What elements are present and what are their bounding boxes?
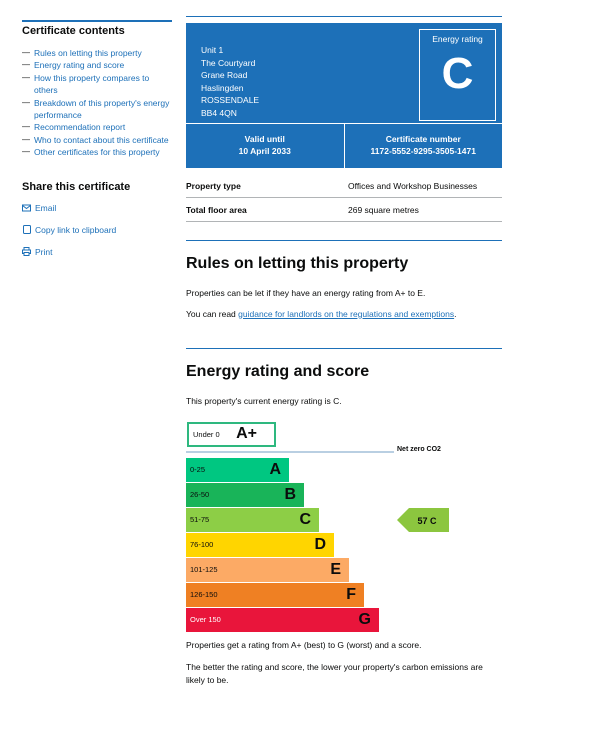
copy-icon <box>22 225 31 234</box>
main-content <box>186 16 502 686</box>
address-line: BB4 4QN <box>201 107 237 118</box>
energy-footer-1: Properties get a rating from A+ (best) to G (worst) and a score. <box>186 639 422 650</box>
address-line: Haslingden <box>201 82 244 93</box>
guidance-link[interactable]: guidance for landlords on the regulations and exemptions <box>238 308 455 319</box>
floor-area-key: Total floor area <box>186 204 247 215</box>
email-icon <box>22 203 31 212</box>
summary-row-floor-area <box>186 198 502 222</box>
guidance-prefix: You can read <box>186 308 239 319</box>
band-e <box>186 558 349 582</box>
print-button[interactable] <box>22 247 172 257</box>
band-g <box>186 608 379 632</box>
band-range: 126-150 <box>190 590 218 599</box>
band-d <box>186 533 334 557</box>
band-range: 26-50 <box>190 490 210 499</box>
band-letter: B <box>284 485 296 503</box>
certificate-number-label: Certificate number <box>385 134 461 144</box>
energy-current-text: This property's current energy rating is C. <box>186 396 342 406</box>
property-type-value: Offices and Workshop Businesses <box>348 180 478 191</box>
sidebar-divider <box>22 20 172 22</box>
energy-footer-2: The better the rating and score, the lower your property's carbon emissions are likely to be. <box>186 662 483 685</box>
band-letter: D <box>314 535 326 553</box>
toc-other-certificates-link[interactable]: — Other certificates for this property <box>22 146 172 158</box>
sidebar-title: Certificate contents <box>22 25 125 37</box>
band-c <box>186 508 319 532</box>
band-aplus-range: Under 0 <box>193 429 220 439</box>
energy-heading: Energy rating and score <box>186 363 370 380</box>
summary-row-property-type <box>186 174 502 198</box>
valid-until-value: 10 April 2033 <box>238 146 291 156</box>
toc-rules-link[interactable]: — Rules on letting this property <box>22 47 172 59</box>
band-b <box>186 483 304 507</box>
band-letter: G <box>358 610 371 628</box>
band-range: 101-125 <box>190 565 218 574</box>
share-title: Share this certificate <box>22 180 131 193</box>
certificate-number-value: 1172-5552-9295-3505-1471 <box>370 146 476 156</box>
toc-comparison-link[interactable]: — How this property compares to others <box>22 72 172 97</box>
property-type-key: Property type <box>186 180 241 191</box>
rules-divider <box>186 240 502 241</box>
band-letter: A <box>269 460 281 478</box>
certificate-number <box>344 124 503 168</box>
rules-para: Properties can be let if they have an energy rating from A+ to E. <box>186 288 426 298</box>
energy-divider <box>186 348 502 349</box>
top-divider <box>186 16 502 17</box>
property-address <box>201 44 259 119</box>
band-aplus-letter: A+ <box>236 424 257 442</box>
energy-rating-box <box>419 29 496 121</box>
band-letter: C <box>299 510 311 528</box>
band-aplus <box>187 422 276 447</box>
band-f <box>186 583 364 607</box>
band-range: 51-75 <box>190 515 210 524</box>
guidance-suffix: . <box>454 308 457 319</box>
rules-guidance-para <box>186 308 502 321</box>
floor-area-value: 269 square metres <box>348 204 419 215</box>
band-letter: E <box>330 560 341 578</box>
band-range: 76-100 <box>190 540 214 549</box>
net-zero-label: Net zero CO2 <box>397 445 441 453</box>
rules-heading: Rules on letting this property <box>186 255 409 272</box>
copy-link-button[interactable] <box>22 225 172 235</box>
address-line: ROSSENDALE <box>201 95 260 105</box>
certificate-meta <box>186 123 502 168</box>
address-line: Grane Road <box>201 70 248 80</box>
toc-breakdown-link[interactable]: — Breakdown of this property's energy performance <box>22 97 172 122</box>
copy-link-label: Copy link to clipboard <box>35 224 117 235</box>
energy-rating-letter: C <box>441 49 474 98</box>
email-link[interactable] <box>22 203 172 213</box>
net-zero-line <box>186 451 394 453</box>
band-a <box>186 458 289 482</box>
summary-list <box>186 174 502 222</box>
contents-list <box>22 47 172 159</box>
band-letter: F <box>346 585 356 603</box>
energy-rating-label: Energy rating <box>432 34 483 44</box>
valid-until <box>186 124 344 168</box>
address-line: Unit 1 <box>201 45 224 55</box>
address-line: The Courtyard <box>201 57 256 68</box>
toc-energy-rating-link[interactable]: — Energy rating and score <box>22 59 172 71</box>
toc-contact-link[interactable]: — Who to contact about this certificate <box>22 134 172 146</box>
sidebar <box>22 20 172 269</box>
band-range: 0-25 <box>190 465 206 474</box>
energy-rating-graph <box>186 420 502 635</box>
certificate-header <box>186 23 502 168</box>
print-label: Print <box>35 246 53 257</box>
current-score-arrow <box>397 508 449 532</box>
band-range: Over 150 <box>190 615 221 624</box>
print-icon <box>22 247 31 256</box>
email-link-label: Email <box>35 202 57 213</box>
valid-until-label: Valid until <box>244 134 285 144</box>
toc-recommendation-link[interactable]: — Recommendation report <box>22 121 172 133</box>
current-score-label: 57 C <box>417 515 437 526</box>
